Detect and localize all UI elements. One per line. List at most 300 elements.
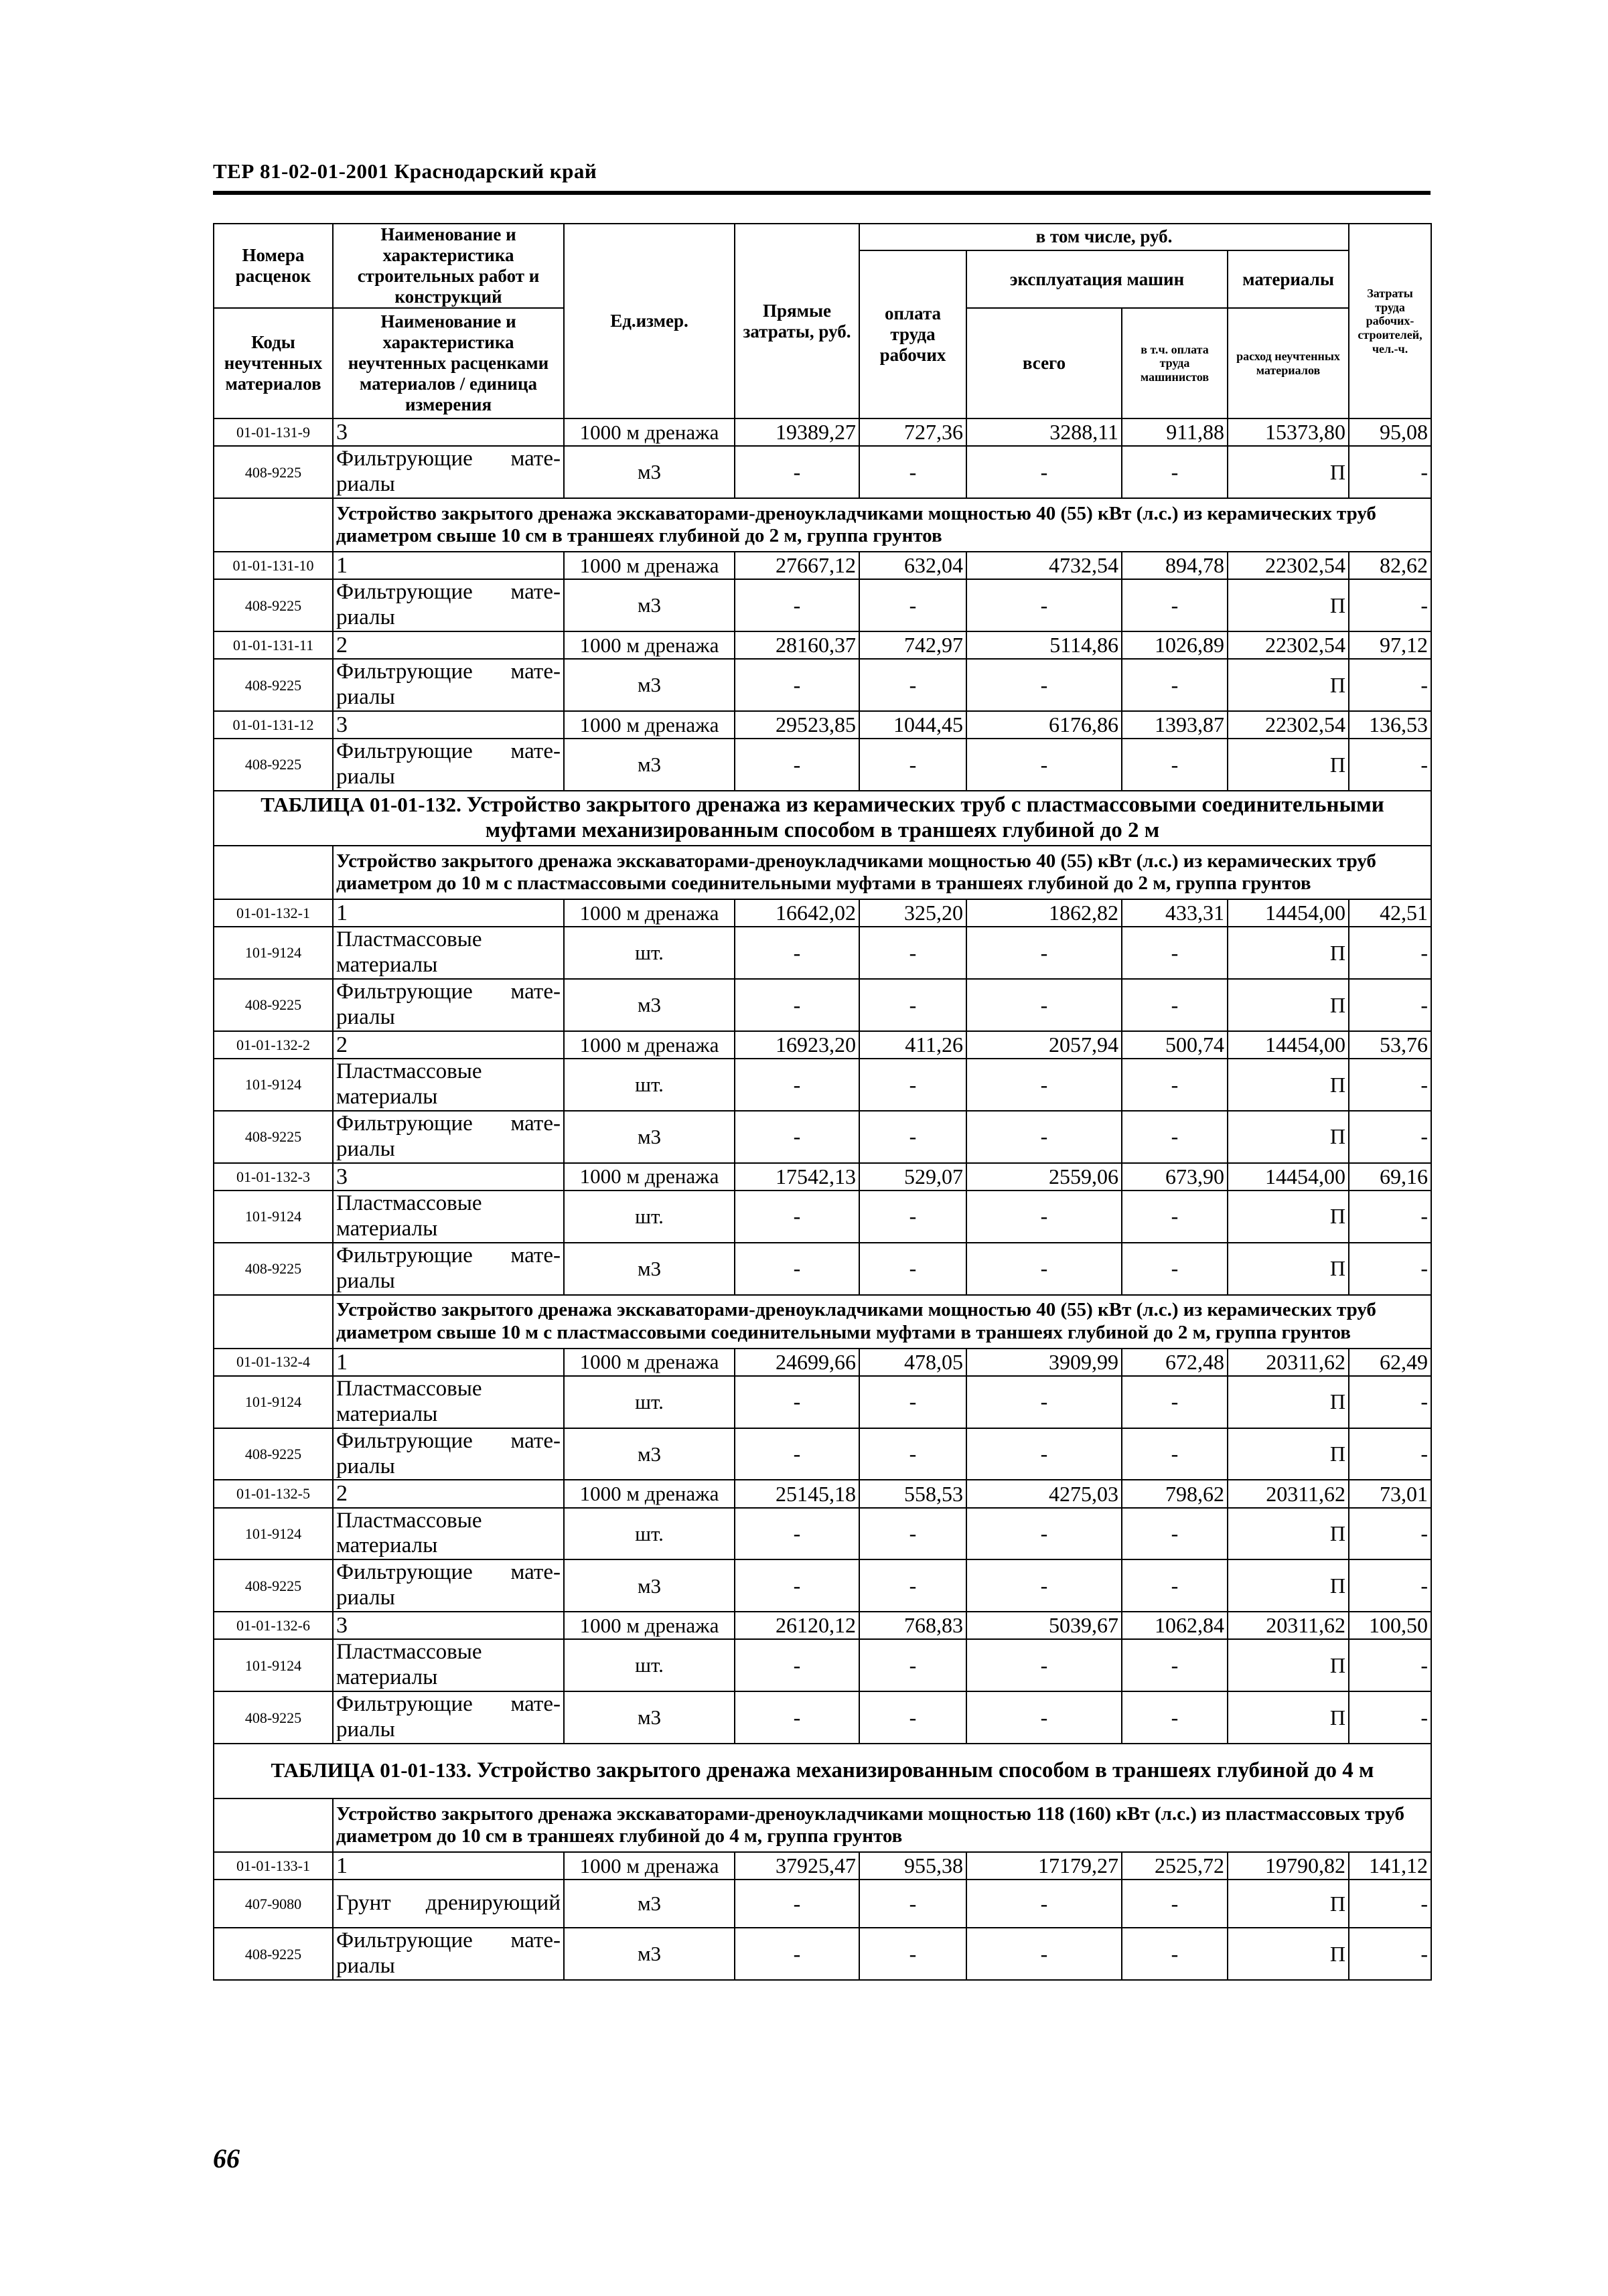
value-cell: - [1122, 1376, 1228, 1428]
material-name-line-1: Фильтрующие мате- [336, 447, 561, 471]
materials-cell: П [1228, 579, 1349, 631]
unit-cell: м3 [564, 579, 735, 631]
value-cell: 22302,54 [1228, 711, 1349, 739]
value-cell: - [966, 659, 1122, 711]
table-heading [214, 1744, 1431, 1798]
section-title: Устройство закрытого дренажа экскаваторами-дреноукладчиками мощностью 40 (55) кВт (л.с.) из керамических труб диаметром свыше 10 см в траншеях глубиной до 2 м, группа грунтов [333, 498, 1431, 552]
header-material-names: Наименование и характеристика неучтенных расценками материалов / единица измерения [333, 308, 564, 418]
materials-cell: П [1228, 739, 1349, 791]
value-cell: 37925,47 [735, 1852, 859, 1880]
materials-cell: П [1228, 1376, 1349, 1428]
value-cell: 433,31 [1122, 899, 1228, 927]
rate-row [214, 899, 1431, 927]
material-name-line-2: риалы [336, 1586, 395, 1610]
value-cell: 26120,12 [735, 1612, 859, 1639]
labor-cell: - [1349, 979, 1431, 1031]
value-cell: 411,26 [859, 1031, 966, 1059]
value-cell: - [735, 1111, 859, 1163]
value-cell: - [966, 446, 1122, 498]
value-cell: 20311,62 [1228, 1612, 1349, 1639]
rate-row [214, 418, 1431, 446]
value-cell: 97,12 [1349, 631, 1431, 659]
value-cell: - [859, 1880, 966, 1928]
unit-cell: шт. [564, 1059, 735, 1111]
table-heading [214, 791, 1431, 846]
value-cell: 17179,27 [966, 1852, 1122, 1880]
unit-cell: 1000 м дренажа [564, 1031, 735, 1059]
material-name-line-1: Пластмассовые [336, 1191, 482, 1215]
rate-variant: 3 [333, 1163, 564, 1191]
value-cell: - [859, 1059, 966, 1111]
value-cell: - [966, 1508, 1122, 1560]
rate-code: 01-01-131-12 [214, 711, 333, 739]
value-cell: - [859, 1691, 966, 1744]
material-name-line-2: риалы [336, 605, 395, 630]
section-row [214, 846, 1431, 899]
value-cell: 14454,00 [1228, 1163, 1349, 1191]
material-row [214, 1559, 1431, 1612]
rate-variant: 2 [333, 1480, 564, 1507]
material-name [333, 1880, 564, 1928]
unit-cell: м3 [564, 739, 735, 791]
header-machines: эксплуатация машин [966, 250, 1228, 308]
material-name-line-2: материалы [336, 1665, 438, 1690]
rate-code: 01-01-133-1 [214, 1852, 333, 1880]
value-cell: 14454,00 [1228, 899, 1349, 927]
material-name-line-1: Пластмассовые [336, 1376, 482, 1401]
value-cell: - [735, 1559, 859, 1612]
rate-variant: 2 [333, 631, 564, 659]
material-name-line-1: Фильтрующие мате- [336, 739, 561, 764]
unit-cell: шт. [564, 1508, 735, 1560]
rate-code: 01-01-132-2 [214, 1031, 333, 1059]
labor-cell: - [1349, 1191, 1431, 1243]
unit-cell: 1000 м дренажа [564, 1480, 735, 1507]
value-cell: - [859, 1243, 966, 1295]
value-cell: 1393,87 [1122, 711, 1228, 739]
value-cell: 69,16 [1349, 1163, 1431, 1191]
value-cell: 5039,67 [966, 1612, 1122, 1639]
value-cell: - [859, 446, 966, 498]
material-name-line-2: материалы [336, 1401, 438, 1426]
material-row [214, 1880, 1431, 1928]
value-cell: - [735, 1243, 859, 1295]
materials-cell: П [1228, 1880, 1349, 1928]
unit-cell: м3 [564, 659, 735, 711]
unit-cell: 1000 м дренажа [564, 899, 735, 927]
value-cell: - [966, 739, 1122, 791]
material-row [214, 446, 1431, 498]
value-cell: - [735, 1639, 859, 1691]
section-title: Устройство закрытого дренажа экскаваторами-дреноукладчиками мощностью 118 (160) кВт (л.с.) из пластмассовых труб диаметром до 10 см в траншеях глубиной до 4 м, группа грунтов [333, 1798, 1431, 1852]
material-name-line-1: Фильтрующие мате- [336, 1692, 561, 1717]
unit-cell: м3 [564, 1111, 735, 1163]
labor-cell: - [1349, 927, 1431, 979]
value-cell: - [735, 1376, 859, 1428]
material-code: 101-9124 [214, 1059, 333, 1111]
value-cell: - [735, 659, 859, 711]
value-cell: 2057,94 [966, 1031, 1122, 1059]
material-code: 408-9225 [214, 739, 333, 791]
header-direct-costs: Прямые затраты, руб. [735, 224, 859, 418]
value-cell: - [1122, 1639, 1228, 1691]
value-cell: - [859, 1191, 966, 1243]
value-cell: - [966, 1880, 1122, 1928]
materials-cell: П [1228, 1111, 1349, 1163]
value-cell: 28160,37 [735, 631, 859, 659]
rate-variant: 1 [333, 1852, 564, 1880]
value-cell: - [966, 1111, 1122, 1163]
value-cell: - [966, 1376, 1122, 1428]
materials-cell: П [1228, 1691, 1349, 1744]
rate-code: 01-01-132-1 [214, 899, 333, 927]
material-row [214, 1376, 1431, 1428]
value-cell: 22302,54 [1228, 552, 1349, 579]
table-title: Устройство закрытого дренажа из керамических труб с пластмассовыми соединительными муфтами механизированным способом в траншеях глубиной до 2 м [466, 793, 1384, 843]
material-name-line-2: материалы [336, 1216, 438, 1241]
value-cell: - [966, 1639, 1122, 1691]
value-cell: - [735, 1191, 859, 1243]
material-row [214, 1928, 1431, 1980]
material-name-line-2: риалы [336, 1004, 395, 1029]
material-name [333, 1243, 564, 1295]
value-cell: 500,74 [1122, 1031, 1228, 1059]
value-cell: - [966, 1928, 1122, 1980]
material-name-line-2: материалы [336, 1533, 438, 1558]
value-cell: - [859, 659, 966, 711]
value-cell: 478,05 [859, 1349, 966, 1376]
material-name [333, 659, 564, 711]
material-code: 101-9124 [214, 1639, 333, 1691]
labor-cell: - [1349, 1059, 1431, 1111]
rate-variant: 3 [333, 1612, 564, 1639]
value-cell: 955,38 [859, 1852, 966, 1880]
material-name-line-2: риалы [336, 472, 395, 497]
rate-code: 01-01-131-9 [214, 418, 333, 446]
material-name-line-1: Фильтрующие мате- [336, 1111, 561, 1136]
header-row-1 [214, 224, 1431, 250]
materials-cell: П [1228, 1639, 1349, 1691]
material-code: 101-9124 [214, 927, 333, 979]
materials-cell: П [1228, 1428, 1349, 1480]
rate-code: 01-01-131-11 [214, 631, 333, 659]
unit-cell: м3 [564, 1691, 735, 1744]
rate-variant: 1 [333, 1349, 564, 1376]
value-cell: 558,53 [859, 1480, 966, 1507]
unit-cell: м3 [564, 1928, 735, 1980]
value-cell: - [1122, 1111, 1228, 1163]
rate-row [214, 711, 1431, 739]
header-materials: материалы [1228, 250, 1349, 308]
header-unit: Ед.измер. [564, 224, 735, 418]
labor-cell: - [1349, 1376, 1431, 1428]
rate-row [214, 1163, 1431, 1191]
header-including: в том числе, руб. [859, 224, 1349, 250]
value-cell: 1044,45 [859, 711, 966, 739]
value-cell: - [859, 739, 966, 791]
material-name [333, 739, 564, 791]
material-name-line-1: Фильтрующие мате- [336, 1243, 561, 1268]
value-cell: 1862,82 [966, 899, 1122, 927]
value-cell: 3909,99 [966, 1349, 1122, 1376]
material-row [214, 659, 1431, 711]
material-code: 408-9225 [214, 1428, 333, 1480]
material-name [333, 1059, 564, 1111]
value-cell: - [1122, 739, 1228, 791]
value-cell: - [735, 446, 859, 498]
materials-cell: П [1228, 1928, 1349, 1980]
value-cell: 3288,11 [966, 418, 1122, 446]
value-cell: - [859, 1639, 966, 1691]
value-cell: - [859, 579, 966, 631]
value-cell: 4732,54 [966, 552, 1122, 579]
value-cell: - [735, 1508, 859, 1560]
materials-cell: П [1228, 1508, 1349, 1560]
material-row [214, 1111, 1431, 1163]
labor-cell: - [1349, 1508, 1431, 1560]
section-blank [214, 1798, 333, 1852]
value-cell: - [966, 1428, 1122, 1480]
unit-cell: шт. [564, 1639, 735, 1691]
value-cell: 22302,54 [1228, 631, 1349, 659]
value-cell: 53,76 [1349, 1031, 1431, 1059]
value-cell: 768,83 [859, 1612, 966, 1639]
labor-cell: - [1349, 1428, 1431, 1480]
value-cell: 29523,85 [735, 711, 859, 739]
labor-cell: - [1349, 1243, 1431, 1295]
value-cell: 2525,72 [1122, 1852, 1228, 1880]
labor-cell: - [1349, 1639, 1431, 1691]
value-cell: 16642,02 [735, 899, 859, 927]
material-name-line-1: Фильтрующие мате- [336, 580, 561, 605]
unit-cell: шт. [564, 927, 735, 979]
material-row [214, 979, 1431, 1031]
material-name [333, 1928, 564, 1980]
table-title: Устройство закрытого дренажа механизированным способом в траншеях глубиной до 4 м [476, 1758, 1374, 1783]
labor-cell: - [1349, 1691, 1431, 1744]
value-cell: - [1122, 1191, 1228, 1243]
unit-cell: шт. [564, 1376, 735, 1428]
value-cell: 727,36 [859, 418, 966, 446]
value-cell: - [966, 1559, 1122, 1612]
material-name-line-2: риалы [336, 1454, 395, 1478]
labor-cell: - [1349, 1559, 1431, 1612]
header-machinist-pay: в т.ч. оплата труда машинистов [1122, 308, 1228, 418]
material-code: 101-9124 [214, 1508, 333, 1560]
rate-row [214, 1480, 1431, 1507]
value-cell: 27667,12 [735, 552, 859, 579]
materials-cell: П [1228, 979, 1349, 1031]
rate-row [214, 631, 1431, 659]
value-cell: - [1122, 579, 1228, 631]
value-cell: - [735, 1428, 859, 1480]
value-cell: - [966, 1191, 1122, 1243]
material-name [333, 979, 564, 1031]
value-cell: - [1122, 1243, 1228, 1295]
rate-variant: 2 [333, 1031, 564, 1059]
header-labor-costs: Затраты труда рабочих-строителей, чел.-ч. [1349, 224, 1431, 418]
value-cell: 529,07 [859, 1163, 966, 1191]
labor-cell: - [1349, 446, 1431, 498]
material-name [333, 1508, 564, 1560]
value-cell: 632,04 [859, 552, 966, 579]
value-cell: 62,49 [1349, 1349, 1431, 1376]
value-cell: - [735, 1059, 859, 1111]
labor-cell: - [1349, 1928, 1431, 1980]
unit-cell: 1000 м дренажа [564, 1852, 735, 1880]
unit-cell: м3 [564, 1559, 735, 1612]
value-cell: 95,08 [1349, 418, 1431, 446]
header-machines-total: всего [966, 308, 1122, 418]
header-rate-numbers: Номера расценок [214, 224, 333, 308]
material-row [214, 1191, 1431, 1243]
value-cell: - [966, 1059, 1122, 1111]
value-cell: 2559,06 [966, 1163, 1122, 1191]
unit-cell: м3 [564, 446, 735, 498]
section-title: Устройство закрытого дренажа экскаваторами-дреноукладчиками мощностью 40 (55) кВт (л.с.) из керамических труб диаметром свыше 10 м с пластмассовыми соединительными муфтами в траншеях глубиной до 2 м, группа грунтов [333, 1295, 1431, 1349]
unit-cell: м3 [564, 979, 735, 1031]
value-cell: 25145,18 [735, 1480, 859, 1507]
value-cell: - [1122, 1880, 1228, 1928]
value-cell: 15373,80 [1228, 418, 1349, 446]
header-material-usage: расход неучтенных материалов [1228, 308, 1349, 418]
value-cell: - [1122, 1691, 1228, 1744]
value-cell: 136,53 [1349, 711, 1431, 739]
material-name [333, 1191, 564, 1243]
value-cell: 17542,13 [735, 1163, 859, 1191]
rate-variant: 3 [333, 418, 564, 446]
value-cell: - [859, 1111, 966, 1163]
value-cell: 141,12 [1349, 1852, 1431, 1880]
section-row [214, 1295, 1431, 1349]
value-cell: 42,51 [1349, 899, 1431, 927]
material-row [214, 1639, 1431, 1691]
unit-cell: шт. [564, 1191, 735, 1243]
material-name-line-1: Фильтрующие мате- [336, 1928, 561, 1953]
value-cell: - [859, 1559, 966, 1612]
value-cell: - [1122, 1559, 1228, 1612]
value-cell: - [735, 739, 859, 791]
materials-cell: П [1228, 446, 1349, 498]
value-cell: - [735, 979, 859, 1031]
value-cell: 742,97 [859, 631, 966, 659]
value-cell: - [966, 1691, 1122, 1744]
unit-cell: м3 [564, 1880, 735, 1928]
table-heading-row [214, 1744, 1431, 1798]
value-cell: 1026,89 [1122, 631, 1228, 659]
header-labor-pay: оплата труда рабочих [859, 250, 966, 418]
table-number: ТАБЛИЦА 01-01-132. [261, 793, 461, 817]
section-row [214, 1798, 1431, 1852]
material-name [333, 1559, 564, 1612]
material-name [333, 1691, 564, 1744]
header-work-name: Наименование и характеристика строительных работ и конструкций [333, 224, 564, 308]
value-cell: - [735, 1880, 859, 1928]
rate-row [214, 1031, 1431, 1059]
value-cell: - [1122, 659, 1228, 711]
material-name-line-2: риалы [336, 685, 395, 710]
section-blank [214, 846, 333, 899]
unit-cell: 1000 м дренажа [564, 418, 735, 446]
material-code: 408-9225 [214, 1691, 333, 1744]
material-name-line-2: риалы [336, 1954, 395, 1979]
rate-variant: 1 [333, 899, 564, 927]
material-code: 101-9124 [214, 1191, 333, 1243]
value-cell: 1062,84 [1122, 1612, 1228, 1639]
material-name [333, 1376, 564, 1428]
rate-row [214, 552, 1431, 579]
material-code: 101-9124 [214, 1376, 333, 1428]
rate-row [214, 1612, 1431, 1639]
value-cell: 19790,82 [1228, 1852, 1349, 1880]
value-cell: - [966, 979, 1122, 1031]
value-cell: 73,01 [1349, 1480, 1431, 1507]
rate-row [214, 1852, 1431, 1880]
value-cell: - [1122, 979, 1228, 1031]
value-cell: - [1122, 1928, 1228, 1980]
value-cell: 6176,86 [966, 711, 1122, 739]
material-code: 408-9225 [214, 1559, 333, 1612]
value-cell: - [859, 927, 966, 979]
labor-cell: - [1349, 579, 1431, 631]
material-name [333, 1639, 564, 1691]
page-number: 66 [213, 2143, 240, 2173]
table-heading-row [214, 791, 1431, 846]
header-material-codes: Коды неучтенных материалов [214, 308, 333, 418]
unit-cell: 1000 м дренажа [564, 1349, 735, 1376]
material-name-line-1: Фильтрующие мате- [336, 1428, 561, 1453]
value-cell: - [735, 1691, 859, 1744]
material-name-line-2: риалы [336, 1717, 395, 1742]
value-cell: 16923,20 [735, 1031, 859, 1059]
header-rule [213, 191, 1431, 195]
material-row [214, 1508, 1431, 1560]
unit-cell: 1000 м дренажа [564, 1612, 735, 1639]
unit-cell: 1000 м дренажа [564, 552, 735, 579]
material-name-line-1: Пластмассовые [336, 1508, 482, 1533]
value-cell: 4275,03 [966, 1480, 1122, 1507]
value-cell: - [735, 927, 859, 979]
material-name [333, 927, 564, 979]
labor-cell: - [1349, 739, 1431, 791]
value-cell: - [859, 979, 966, 1031]
material-name-line-1: Фильтрующие мате- [336, 980, 561, 1004]
material-name [333, 1111, 564, 1163]
section-row [214, 498, 1431, 552]
material-row [214, 1243, 1431, 1295]
value-cell: 100,50 [1349, 1612, 1431, 1639]
material-code: 408-9225 [214, 659, 333, 711]
value-cell: 894,78 [1122, 552, 1228, 579]
value-cell: 20311,62 [1228, 1349, 1349, 1376]
material-name-line-2: риалы [336, 1268, 395, 1293]
rate-code: 01-01-132-3 [214, 1163, 333, 1191]
table-number: ТАБЛИЦА 01-01-133. [271, 1758, 472, 1782]
labor-cell: - [1349, 1880, 1431, 1928]
rate-code: 01-01-132-4 [214, 1349, 333, 1376]
value-cell: - [1122, 1508, 1228, 1560]
material-code: 408-9225 [214, 1243, 333, 1295]
value-cell: - [966, 927, 1122, 979]
rate-code: 01-01-132-6 [214, 1612, 333, 1639]
value-cell: - [966, 579, 1122, 631]
material-name-line-2: материалы [336, 1084, 438, 1109]
value-cell: - [966, 1243, 1122, 1295]
value-cell: - [859, 1928, 966, 1980]
material-name-line-1: Фильтрующие мате- [336, 660, 561, 684]
materials-cell: П [1228, 1191, 1349, 1243]
value-cell: 5114,86 [966, 631, 1122, 659]
